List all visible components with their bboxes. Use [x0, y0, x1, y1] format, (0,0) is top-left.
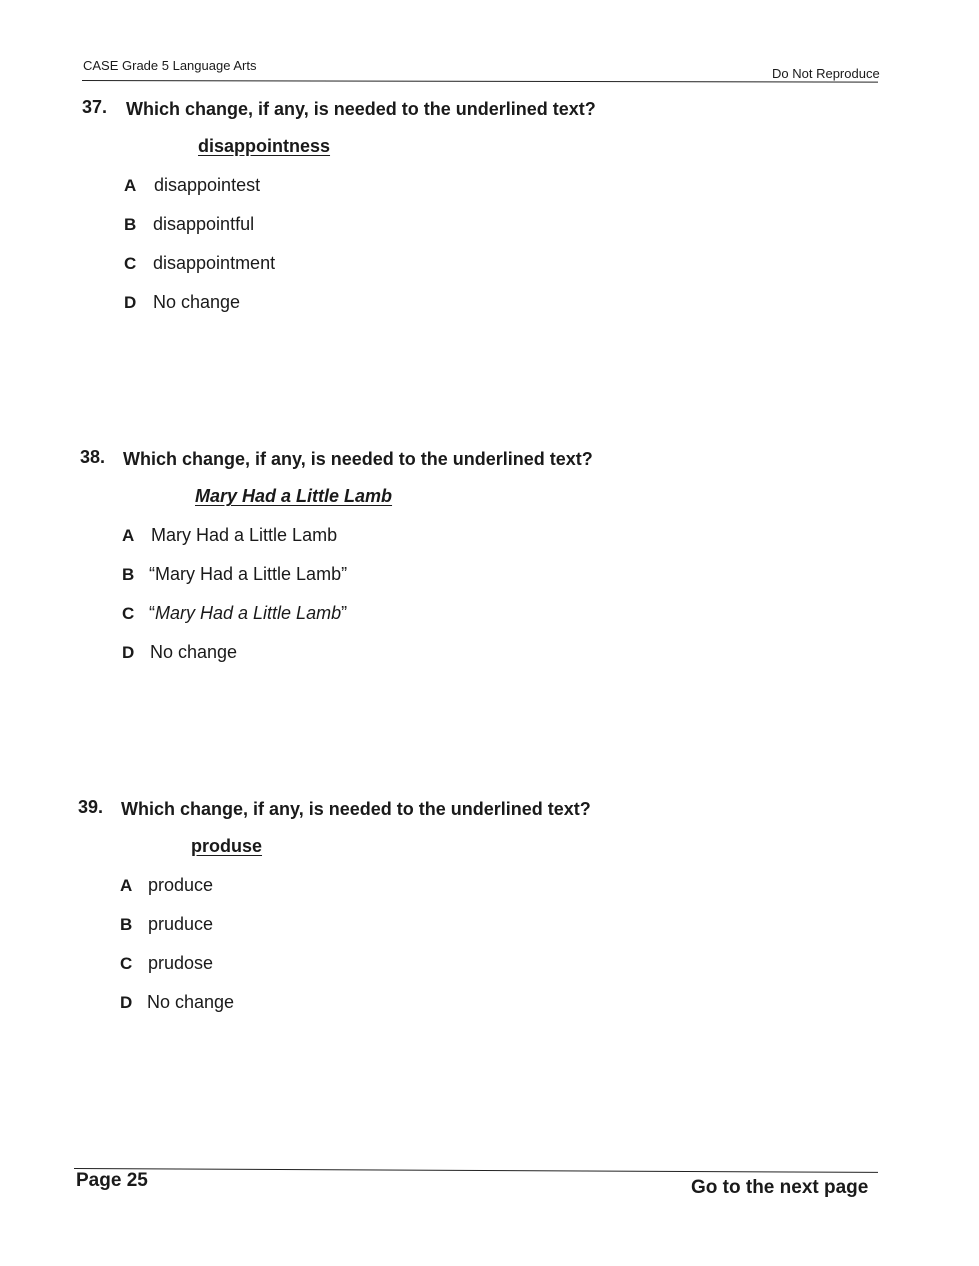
- option-letter: D: [120, 993, 133, 1012]
- option-letter: C: [124, 254, 137, 273]
- answer-option[interactable]: pruduce: [148, 914, 214, 934]
- option-letter: A: [124, 176, 137, 195]
- question-prompt: Which change, if any, is needed to the underlined text?: [123, 449, 593, 469]
- answer-option[interactable]: produce: [148, 875, 214, 895]
- underlined-text: Mary Had a Little Lamb: [195, 486, 393, 506]
- answer-option[interactable]: disappointful: [153, 214, 255, 234]
- option-letter: D: [122, 643, 135, 662]
- option-letter: A: [120, 876, 133, 895]
- answer-option[interactable]: No change: [150, 642, 238, 662]
- question-prompt: Which change, if any, is needed to the underlined text?: [126, 99, 596, 119]
- option-letter: C: [120, 954, 133, 973]
- underlined-text: disappointness: [198, 136, 331, 156]
- answer-option[interactable]: disappointest: [154, 175, 261, 195]
- answer-option[interactable]: prudose: [148, 953, 214, 973]
- answer-option[interactable]: No change: [147, 992, 235, 1012]
- header-divider: [82, 80, 878, 83]
- footer-divider: [74, 1168, 878, 1173]
- italic-title: Mary Had a Little Lamb: [155, 603, 342, 623]
- underlined-text: produse: [191, 836, 263, 856]
- next-page-instruction: Go to the next page: [691, 1177, 869, 1198]
- option-letter: D: [124, 293, 137, 312]
- page-number: Page 25: [76, 1170, 148, 1191]
- answer-option[interactable]: disappointment: [153, 253, 276, 273]
- option-letter: B: [122, 565, 135, 584]
- option-letter: C: [122, 604, 135, 623]
- close-quote: ”: [341, 603, 348, 623]
- question-prompt: Which change, if any, is needed to the underlined text?: [121, 799, 591, 819]
- answer-option[interactable]: No change: [153, 292, 241, 312]
- question-number: 37.: [82, 97, 108, 117]
- open-quote: “: [149, 603, 155, 623]
- option-letter: A: [122, 526, 135, 545]
- document-title: CASE Grade 5 Language Arts: [83, 58, 257, 73]
- reproduction-notice: Do Not Reproduce: [772, 66, 880, 81]
- answer-option[interactable]: “Mary Had a Little Lamb”: [149, 564, 348, 584]
- question-number: 38.: [80, 447, 106, 467]
- answer-option[interactable]: [149, 603, 347, 624]
- option-letter: B: [120, 915, 133, 934]
- question-number: 39.: [78, 797, 104, 817]
- answer-option[interactable]: Mary Had a Little Lamb: [151, 525, 338, 545]
- option-letter: B: [124, 215, 137, 234]
